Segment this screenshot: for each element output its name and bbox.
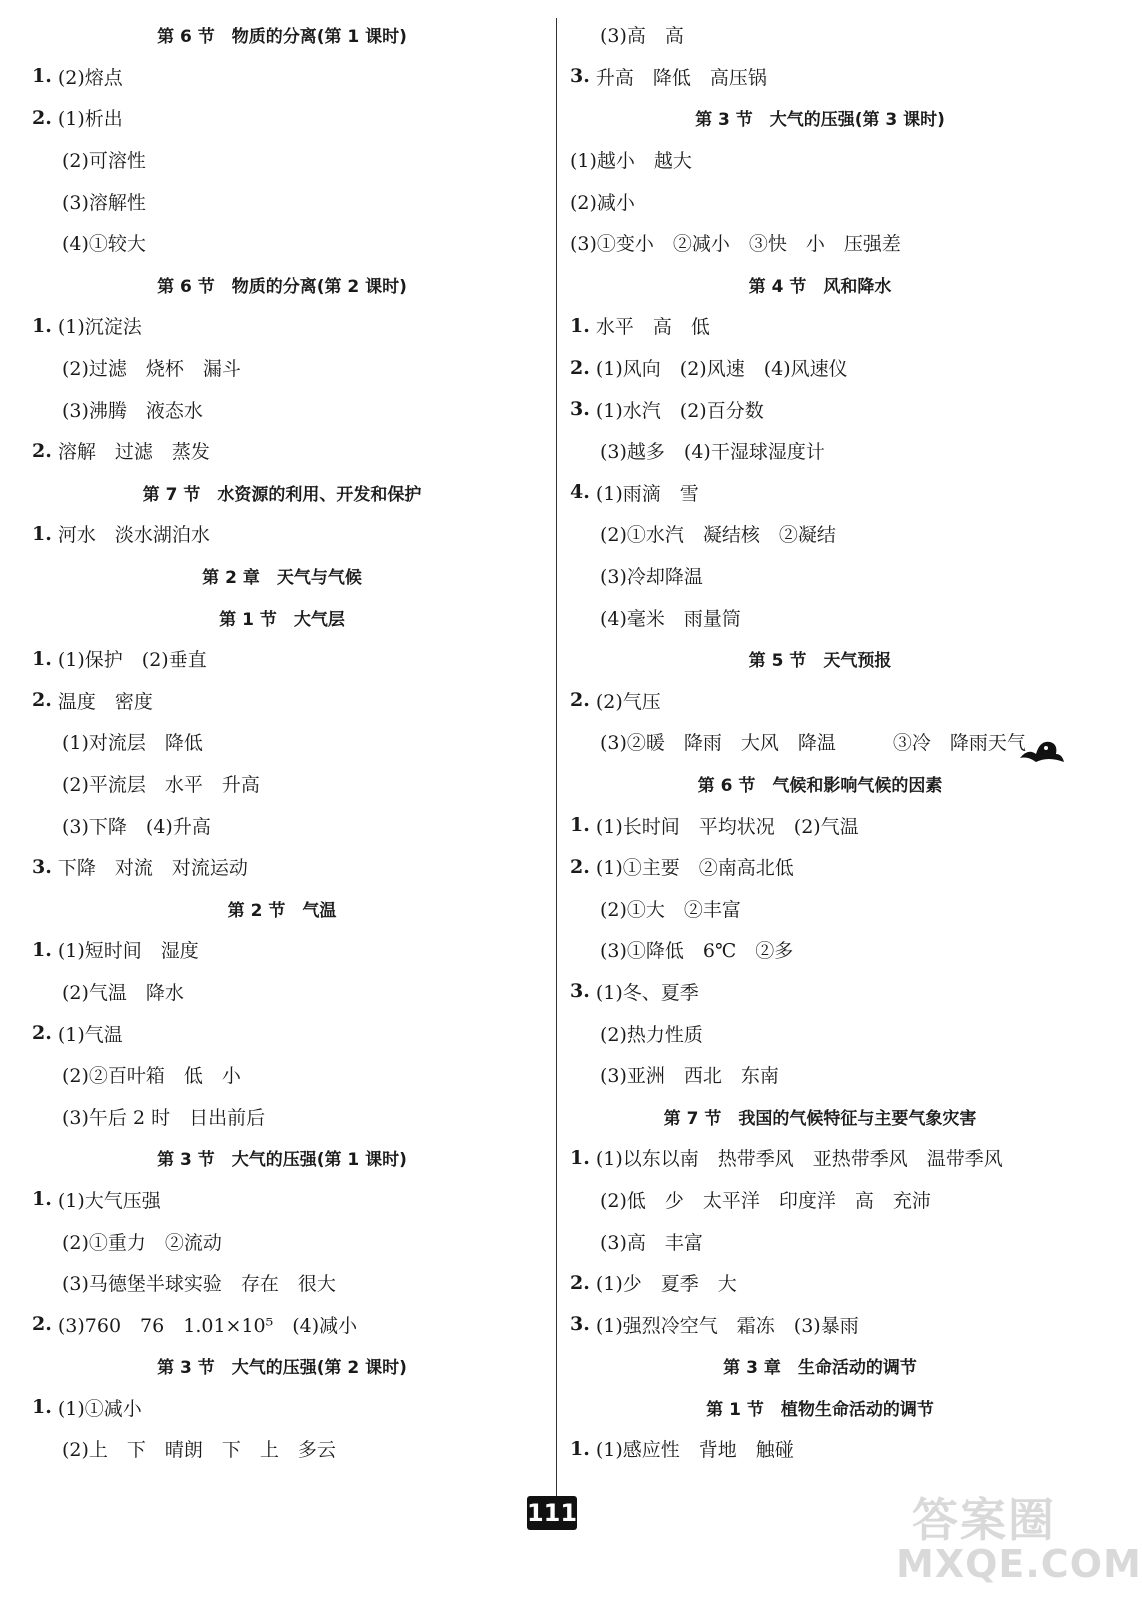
answer-item: [32, 680, 532, 722]
answer-text: (2)气温 降水: [62, 981, 184, 1004]
answer-item: [32, 97, 532, 139]
answer-text: (3)沸腾 液态水: [62, 399, 203, 422]
answer-text: (3)高 高: [600, 25, 684, 48]
item-number: 2.: [570, 689, 590, 712]
answer-line: [32, 1428, 532, 1470]
answer-text: (1)①减小: [51, 1397, 142, 1420]
answer-text: (4)①较大: [62, 233, 146, 256]
item-number: 2.: [32, 439, 52, 462]
answer-line: [32, 763, 532, 805]
answer-text: (2)热力性质: [600, 1023, 703, 1046]
answer-item: [32, 513, 532, 555]
answer-text: (2)①水汽 凝结核 ②凝结: [600, 524, 836, 547]
answer-line: [570, 180, 1070, 222]
answer-text: (1)大气压强: [51, 1189, 161, 1212]
left-column: [32, 14, 532, 1470]
answer-item: [32, 1179, 532, 1221]
section-heading: 第 1 节 大气层: [219, 609, 345, 630]
answer-line: [32, 180, 532, 222]
answer-text: (2)①大 ②丰富: [600, 898, 741, 921]
item-number: 1.: [570, 1437, 590, 1460]
answer-line: [32, 721, 532, 763]
answer-item: [570, 846, 1070, 888]
item-number: 2.: [570, 855, 590, 878]
answer-line: [570, 139, 1070, 181]
answer-line: [570, 887, 1070, 929]
section-heading: 第 1 节 植物生命活动的调节: [706, 1399, 934, 1420]
answer-text: 溶解 过滤 蒸发: [51, 441, 210, 464]
answer-text: (2)可溶性: [62, 150, 146, 173]
section-heading: 第 6 节 气候和影响气候的因素: [697, 775, 943, 796]
answer-item: [570, 1262, 1070, 1304]
answer-line: [570, 721, 1070, 763]
item-number: 1.: [32, 1396, 52, 1419]
answer-item: [570, 347, 1070, 389]
answer-line: [32, 1054, 532, 1096]
right-column: [570, 14, 1070, 1470]
answer-text: (3)马德堡半球实验 存在 很大: [62, 1273, 336, 1296]
item-number: 1.: [570, 314, 590, 337]
item-number: 1.: [32, 522, 52, 545]
item-number: 2.: [570, 1271, 590, 1294]
answer-text: (1)水汽 (2)百分数: [589, 399, 764, 422]
section-heading: 第 6 节 物质的分离(第 2 课时): [157, 276, 407, 297]
item-number: 2.: [32, 1313, 52, 1336]
answer-line: [32, 971, 532, 1013]
answer-item: [570, 1137, 1070, 1179]
answer-line: [32, 347, 532, 389]
answer-text: (2)平流层 水平 升高: [62, 773, 260, 796]
answer-text: (1)雨滴 雪: [589, 482, 699, 505]
answer-item: [570, 472, 1070, 514]
answer-item: [570, 1428, 1070, 1470]
answer-item: [32, 929, 532, 971]
section-heading: 第 3 节 大气的压强(第 2 课时): [157, 1358, 407, 1379]
item-number: 2.: [32, 1022, 52, 1045]
answer-text: (1)①主要 ②南高北低: [589, 857, 794, 880]
answer-text: (2)过滤 烧杯 漏斗: [62, 358, 241, 381]
answer-item: [32, 1387, 532, 1429]
answer-item: [570, 804, 1070, 846]
answer-text: (3)越多 (4)干湿球湿度计: [600, 441, 825, 464]
answer-line: [570, 1054, 1070, 1096]
item-number: 3.: [570, 980, 590, 1003]
answer-item: [32, 56, 532, 98]
watermark-bottom: MXQE.COM: [896, 1542, 1142, 1586]
answer-line: [570, 1179, 1070, 1221]
section-heading: 第 2 章 天气与气候: [202, 568, 362, 589]
answer-line: [32, 1095, 532, 1137]
answer-line: [570, 596, 1070, 638]
answer-text: (2)低 少 太平洋 印度洋 高 充沛: [600, 1189, 931, 1212]
answer-text: (3)①降低 6℃ ②多: [600, 940, 794, 963]
answer-text: (1)感应性 背地 触碰: [589, 1439, 794, 1462]
answer-text: (2)减小: [570, 191, 635, 214]
answer-text: (3)760 76 1.01×10⁵ (4)减小: [51, 1314, 358, 1337]
answer-item: [32, 305, 532, 347]
watermark: [896, 1480, 1142, 1590]
answer-text: (2)①重力 ②流动: [62, 1231, 222, 1254]
answer-item: [32, 638, 532, 680]
item-number: 1.: [32, 647, 52, 670]
answer-item: [570, 305, 1070, 347]
answer-line: [32, 1220, 532, 1262]
item-number: 2.: [32, 106, 52, 129]
answer-line: [570, 555, 1070, 597]
answer-text: (1)短时间 湿度: [51, 940, 199, 963]
item-number: 2.: [570, 356, 590, 379]
answer-text: (1)沉淀法: [51, 316, 142, 339]
section-heading: 第 3 节 大气的压强(第 3 课时): [695, 110, 945, 131]
item-number: 3.: [570, 398, 590, 421]
item-number: 1.: [32, 314, 52, 337]
item-number: 1.: [570, 814, 590, 837]
answer-text: (3)溶解性: [62, 191, 146, 214]
answer-line: [570, 929, 1070, 971]
section-heading: 第 4 节 风和降水: [748, 276, 892, 297]
answer-text: (1)以东以南 热带季风 亚热带季风 温带季风: [589, 1148, 1003, 1171]
answer-text: (3)下降 (4)升高: [62, 815, 211, 838]
answer-line: [32, 804, 532, 846]
section-heading: 第 5 节 天气预报: [748, 651, 892, 672]
answer-line: [32, 222, 532, 264]
item-number: 1.: [32, 938, 52, 961]
section-heading: 第 7 节 我国的气候特征与主要气象灾害: [663, 1108, 977, 1129]
item-number: 2.: [32, 689, 52, 712]
answer-line: [570, 1012, 1070, 1054]
answer-text: (3)冷却降温: [600, 566, 703, 589]
section-heading: 第 3 章 生命活动的调节: [723, 1358, 917, 1379]
cartoon-mascot-icon: [1018, 734, 1066, 766]
answer-text: (3)午后 2 时 日出前后: [62, 1106, 266, 1129]
item-number: 1.: [32, 65, 52, 88]
answer-text: (3)亚洲 西北 东南: [600, 1065, 779, 1088]
answer-text: (1)气温: [51, 1023, 123, 1046]
answer-item: [570, 1303, 1070, 1345]
answer-line: [570, 430, 1070, 472]
item-number: 1.: [570, 1146, 590, 1169]
answer-item: [570, 56, 1070, 98]
answer-text: 下降 对流 对流运动: [51, 857, 248, 880]
answer-text: (2)上 下 晴朗 下 上 多云: [62, 1439, 336, 1462]
answer-text: (3)②暖 降雨 大风 降温 ③冷 降雨天气: [600, 732, 1026, 755]
answer-text: (2)熔点: [51, 66, 123, 89]
page-number: 111: [527, 1496, 577, 1530]
answer-text: (3)高 丰富: [600, 1231, 703, 1254]
item-number: 3.: [570, 65, 590, 88]
answer-line: [570, 1220, 1070, 1262]
answer-text: (1)越小 越大: [570, 150, 692, 173]
answer-text: 水平 高 低: [589, 316, 710, 339]
answer-text: 河水 淡水湖泊水: [51, 524, 210, 547]
answer-item: [32, 1303, 532, 1345]
section-heading: 第 2 节 气温: [227, 900, 337, 921]
answer-text: 温度 密度: [51, 690, 153, 713]
answer-line: [32, 139, 532, 181]
answer-line: [32, 388, 532, 430]
watermark-top: 答案圈: [912, 1493, 1056, 1547]
answer-text: (1)冬、夏季: [589, 981, 699, 1004]
item-number: 3.: [32, 855, 52, 878]
answer-item: [570, 388, 1070, 430]
section-heading: 第 3 节 大气的压强(第 1 课时): [157, 1150, 407, 1171]
answer-text: (1)风向 (2)风速 (4)风速仪: [589, 358, 848, 381]
answer-text: (1)长时间 平均状况 (2)气温: [589, 815, 859, 838]
column-divider: [556, 18, 557, 1508]
answer-text: (1)对流层 降低: [62, 732, 203, 755]
answer-line: [32, 1262, 532, 1304]
answer-line: [570, 222, 1070, 264]
item-number: 3.: [570, 1313, 590, 1336]
answer-text: (3)①变小 ②减小 ③快 小 压强差: [570, 233, 901, 256]
answer-line: [570, 513, 1070, 555]
answer-text: (4)毫米 雨量筒: [600, 607, 741, 630]
answer-item: [32, 1012, 532, 1054]
answer-text: (1)保护 (2)垂直: [51, 649, 207, 672]
answer-text: (1)析出: [51, 108, 123, 131]
section-heading: 第 6 节 物质的分离(第 1 课时): [157, 27, 407, 48]
answer-text: (2)②百叶箱 低 小: [62, 1065, 241, 1088]
answer-text: 升高 降低 高压锅: [589, 66, 767, 89]
answer-item: [570, 971, 1070, 1013]
answer-item: [32, 430, 532, 472]
item-number: 4.: [570, 481, 590, 504]
answer-text: (1)少 夏季 大: [589, 1273, 737, 1296]
answer-item: [570, 680, 1070, 722]
answer-text: (2)气压: [589, 690, 661, 713]
answer-line: [570, 14, 1070, 56]
section-heading: 第 7 节 水资源的利用、开发和保护: [142, 484, 422, 505]
item-number: 1.: [32, 1188, 52, 1211]
answer-text: (1)强烈冷空气 霜冻 (3)暴雨: [589, 1314, 859, 1337]
answer-item: [32, 846, 532, 888]
